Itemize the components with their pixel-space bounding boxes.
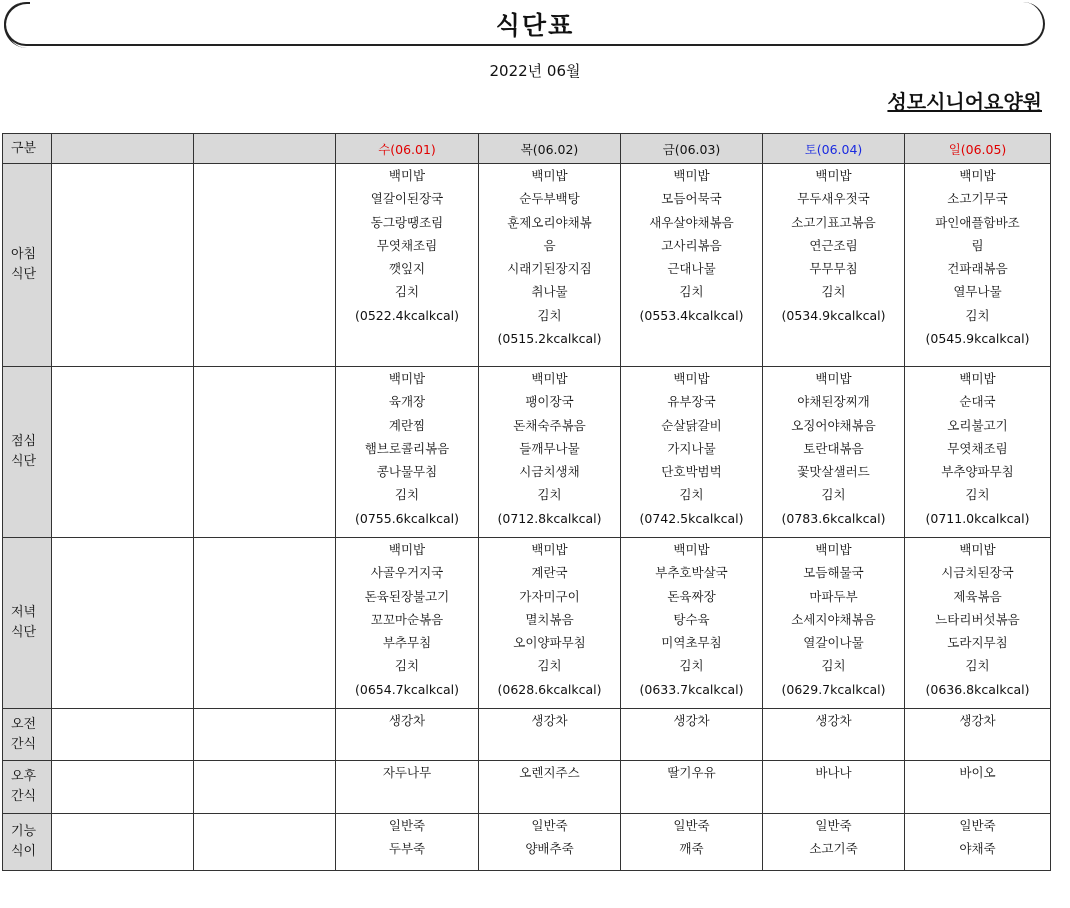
menu-item: 김치: [537, 307, 562, 323]
menu-item: 단호박범벅: [661, 464, 722, 480]
snack-row-label: [3, 761, 52, 814]
snack-item: 일반죽: [531, 818, 568, 833]
day-header-4: 토(06.04): [763, 134, 905, 164]
menu-item: 김치: [537, 487, 562, 503]
menu-item: (0636.8kcalkcal): [925, 681, 1030, 697]
empty-cell: [52, 814, 194, 871]
menu-item: 파인애플함바조: [935, 214, 1020, 230]
meal-row-label-line: 저녁: [11, 605, 37, 620]
menu-item: (0628.6kcalkcal): [497, 681, 602, 697]
menu-item: 부추호박살국: [655, 565, 728, 581]
snack-item: 소고기죽: [809, 841, 858, 856]
menu-item: 오리불고기: [947, 417, 1008, 433]
snack-cell: [763, 814, 905, 871]
menu-item: 백미밥: [388, 168, 426, 183]
menu-item: 무무무침: [809, 261, 858, 277]
menu-item: 김치: [821, 658, 846, 674]
menu-item: 백미밥: [531, 168, 568, 183]
menu-item: 햄브로콜리볶음: [364, 440, 450, 456]
menu-item: 백미밥: [531, 542, 568, 557]
menu-item: (0633.7kcalkcal): [639, 681, 744, 697]
menu-item: 돈채숙주볶음: [513, 417, 586, 433]
menu-item: 김치: [679, 487, 704, 503]
month-label: 2022년 06월: [489, 62, 581, 80]
menu-item: (0711.0kcalkcal): [925, 510, 1030, 526]
snack-row-label-line: 식이: [11, 844, 37, 859]
menu-item: (0515.2kcalkcal): [497, 331, 602, 347]
meal-row: [3, 538, 1051, 709]
header-blank-2: [194, 134, 336, 164]
menu-item: (0712.8kcalkcal): [497, 510, 602, 526]
menu-cell: [763, 538, 905, 709]
menu-item: 가자미구이: [519, 588, 580, 604]
snack-item: 딸기우유: [667, 765, 716, 780]
menu-item: 열갈이된장국: [370, 191, 444, 207]
menu-item: 계란국: [531, 565, 568, 581]
menu-item: 김치: [394, 284, 420, 300]
menu-item: 순대국: [959, 394, 996, 410]
snack-cell: [479, 814, 621, 871]
menu-item: 부추양파무침: [941, 464, 1014, 480]
menu-item: 김치: [965, 487, 990, 503]
menu-item: 소세지야채볶음: [791, 611, 876, 627]
snack-item: 야채죽: [959, 841, 996, 856]
organization-name: 성모시니어요양원: [887, 90, 1042, 114]
menu-item: 근대나물: [667, 261, 716, 277]
menu-item: 제육볶음: [953, 588, 1002, 604]
menu-cell: [479, 538, 621, 709]
snack-item: 양배추죽: [525, 841, 574, 856]
snack-item: 생강차: [388, 713, 426, 728]
snack-row-label: [3, 709, 52, 761]
menu-item: 소고기무국: [947, 191, 1008, 207]
meal-row-label: [3, 164, 52, 367]
menu-item: 가지나물: [667, 440, 716, 456]
menu-item: 김치: [821, 487, 846, 503]
snack-row-label-line: 기능: [11, 824, 37, 839]
menu-item: 백미밥: [815, 542, 852, 557]
menu-item: 무엿채조림: [947, 440, 1008, 456]
menu-item: 동그랑땡조림: [370, 214, 444, 230]
menu-item: 깻잎지: [388, 261, 426, 277]
menu-item: 미역초무침: [661, 635, 722, 651]
menu-item: 계란찜: [388, 417, 426, 433]
meal-table-body: [3, 134, 1051, 871]
menu-cell: [905, 367, 1051, 538]
menu-item: 시금치생채: [519, 464, 580, 480]
menu-item: (0553.4kcalkcal): [639, 307, 744, 323]
empty-cell: [194, 538, 336, 709]
table-header-row: [3, 134, 1051, 164]
menu-item: 오징어야채볶음: [791, 417, 876, 433]
snack-cell: [336, 814, 479, 871]
menu-item: 느타리버섯볶음: [935, 611, 1020, 627]
menu-item: 음: [543, 237, 556, 253]
snack-row: [3, 814, 1051, 871]
snack-cell: [905, 814, 1051, 871]
empty-cell: [194, 164, 336, 367]
header-blank-1: [52, 134, 194, 164]
menu-item: 모듬해물국: [803, 565, 864, 581]
day-header-1: 수(06.01): [336, 134, 479, 164]
snack-cell: [336, 761, 479, 814]
menu-item: (0534.9kcalkcal): [781, 307, 886, 323]
menu-item: (0755.6kcalkcal): [355, 510, 459, 526]
menu-item: 연근조림: [809, 237, 858, 253]
menu-item: (0545.9kcalkcal): [925, 331, 1030, 347]
snack-item: 생강차: [531, 713, 568, 728]
menu-item: 김치: [537, 658, 562, 674]
menu-item: 무엿채조림: [376, 237, 438, 253]
menu-item: 열갈이나물: [803, 635, 864, 651]
snack-item: 생강차: [815, 713, 852, 728]
snack-cell: [763, 709, 905, 761]
menu-cell: [336, 367, 479, 538]
snack-item: 바이오: [959, 765, 996, 780]
empty-cell: [52, 761, 194, 814]
menu-item: 백미밥: [673, 542, 710, 557]
menu-item: 멸치볶음: [525, 611, 574, 627]
empty-cell: [194, 709, 336, 761]
snack-row-label: [3, 814, 52, 871]
menu-item: 육개장: [388, 394, 426, 410]
menu-item: (0742.5kcalkcal): [639, 510, 744, 526]
menu-cell: [479, 164, 621, 367]
menu-cell: [621, 164, 763, 367]
snack-cell: [621, 814, 763, 871]
menu-item: 소고기표고볶음: [791, 214, 876, 230]
snack-cell: [905, 761, 1051, 814]
menu-item: 야채된장찌개: [797, 394, 870, 410]
menu-item: 돈육된장불고기: [364, 588, 450, 604]
menu-item: 무두새우젓국: [797, 191, 870, 207]
menu-item: 시금치된장국: [941, 565, 1014, 581]
snack-item: 깨죽: [679, 841, 704, 856]
snack-item: 자두나무: [382, 765, 432, 780]
meal-row-label-line: 식단: [11, 267, 37, 282]
snack-item: 바나나: [815, 765, 852, 780]
meal-row-label-line: 점심: [11, 434, 37, 449]
menu-item: 건파래볶음: [947, 261, 1008, 277]
menu-item: 순살닭갈비: [661, 417, 722, 433]
menu-cell: [479, 367, 621, 538]
menu-item: 김치: [394, 658, 420, 674]
menu-item: 꼬꼬마순볶음: [370, 611, 444, 627]
menu-item: 백미밥: [959, 168, 996, 183]
menu-item: (0629.7kcalkcal): [781, 681, 886, 697]
menu-item: 모듬어묵국: [661, 191, 722, 207]
snack-item: 일반죽: [673, 818, 710, 833]
menu-item: 도라지무침: [947, 635, 1008, 651]
menu-item: 백미밥: [388, 542, 426, 557]
empty-cell: [194, 814, 336, 871]
menu-cell: [336, 538, 479, 709]
menu-cell: [621, 538, 763, 709]
meal-row-label-line: 아침: [11, 247, 37, 262]
menu-cell: [621, 367, 763, 538]
menu-item: (0783.6kcalkcal): [781, 510, 886, 526]
page-title: 식단표: [495, 11, 575, 40]
menu-item: 사골우거지국: [370, 565, 444, 581]
snack-item: 일반죽: [388, 818, 426, 833]
menu-item: 새우살야채볶음: [649, 214, 734, 230]
menu-item: 김치: [679, 658, 704, 674]
menu-item: 백미밥: [673, 168, 710, 183]
snack-row: [3, 709, 1051, 761]
menu-item: 마파두부: [809, 588, 858, 604]
empty-cell: [52, 164, 194, 367]
meal-row-label-line: 식단: [11, 625, 37, 640]
menu-item: 백미밥: [673, 371, 710, 386]
menu-item: 백미밥: [959, 371, 996, 386]
menu-item: 오이양파무침: [513, 635, 586, 651]
day-header-2: 목(06.02): [479, 134, 621, 164]
snack-row-label-line: 간식: [11, 789, 37, 804]
menu-item: 순두부백탕: [519, 191, 580, 207]
snack-item: 일반죽: [815, 818, 852, 833]
meal-row-label: [3, 538, 52, 709]
menu-item: 김치: [965, 658, 990, 674]
menu-item: 백미밥: [959, 542, 996, 557]
menu-cell: [763, 367, 905, 538]
menu-item: 백미밥: [388, 371, 426, 386]
meal-row-label-line: 식단: [11, 454, 37, 469]
snack-item: 오렌지주스: [519, 765, 580, 780]
menu-cell: [905, 538, 1051, 709]
menu-item: 고사리볶음: [661, 237, 722, 253]
meal-table: [2, 133, 1051, 871]
snack-row-label-line: 간식: [11, 736, 37, 752]
menu-item: 탕수육: [673, 611, 710, 627]
menu-item: 토란대볶음: [803, 440, 864, 456]
menu-item: 부추무침: [382, 635, 432, 651]
menu-item: 꽃맛살샐러드: [797, 464, 870, 480]
empty-cell: [52, 367, 194, 538]
menu-item: 콩나물무침: [376, 464, 438, 480]
menu-item: 취나물: [531, 284, 568, 300]
snack-item: 생강차: [959, 713, 996, 728]
snack-item: 일반죽: [959, 818, 996, 833]
menu-cell: [905, 164, 1051, 367]
menu-item: 김치: [965, 307, 990, 323]
menu-cell: [763, 164, 905, 367]
snack-row: [3, 761, 1051, 814]
menu-item: 백미밥: [531, 371, 568, 386]
snack-row-label-line: 오후: [11, 769, 37, 784]
day-header-5: 일(06.05): [905, 134, 1051, 164]
snack-cell: [621, 709, 763, 761]
snack-item: 두부죽: [388, 841, 426, 856]
menu-item: 유부장국: [667, 394, 716, 410]
menu-item: 시래기된장지짐: [507, 261, 592, 277]
snack-cell: [479, 761, 621, 814]
menu-item: 들깨무나물: [519, 440, 580, 456]
snack-cell: [336, 709, 479, 761]
meal-row-label: [3, 367, 52, 538]
menu-item: 림: [971, 237, 984, 253]
menu-item: 김치: [394, 487, 420, 503]
empty-cell: [52, 538, 194, 709]
menu-item: 백미밥: [815, 371, 852, 386]
meal-row: [3, 164, 1051, 367]
menu-item: 팽이장국: [525, 394, 574, 410]
snack-item: 생강차: [673, 713, 710, 728]
snack-row-label-line: 오전: [11, 716, 37, 732]
header-label: 구분: [3, 134, 52, 164]
menu-item: (0522.4kcalkcal): [355, 307, 459, 323]
menu-item: 훈제오리야채볶: [507, 214, 592, 230]
empty-cell: [52, 709, 194, 761]
day-header-3: 금(06.03): [621, 134, 763, 164]
empty-cell: [194, 761, 336, 814]
snack-cell: [621, 761, 763, 814]
menu-item: 김치: [821, 284, 846, 300]
empty-cell: [194, 367, 336, 538]
menu-item: (0654.7kcalkcal): [355, 681, 459, 697]
menu-item: 돈육짜장: [667, 588, 716, 604]
menu-item: 열무나물: [953, 284, 1002, 300]
snack-cell: [763, 761, 905, 814]
menu-item: 백미밥: [815, 168, 852, 183]
snack-cell: [905, 709, 1051, 761]
menu-item: 김치: [679, 284, 704, 300]
menu-cell: [336, 164, 479, 367]
meal-row: [3, 367, 1051, 538]
snack-cell: [479, 709, 621, 761]
